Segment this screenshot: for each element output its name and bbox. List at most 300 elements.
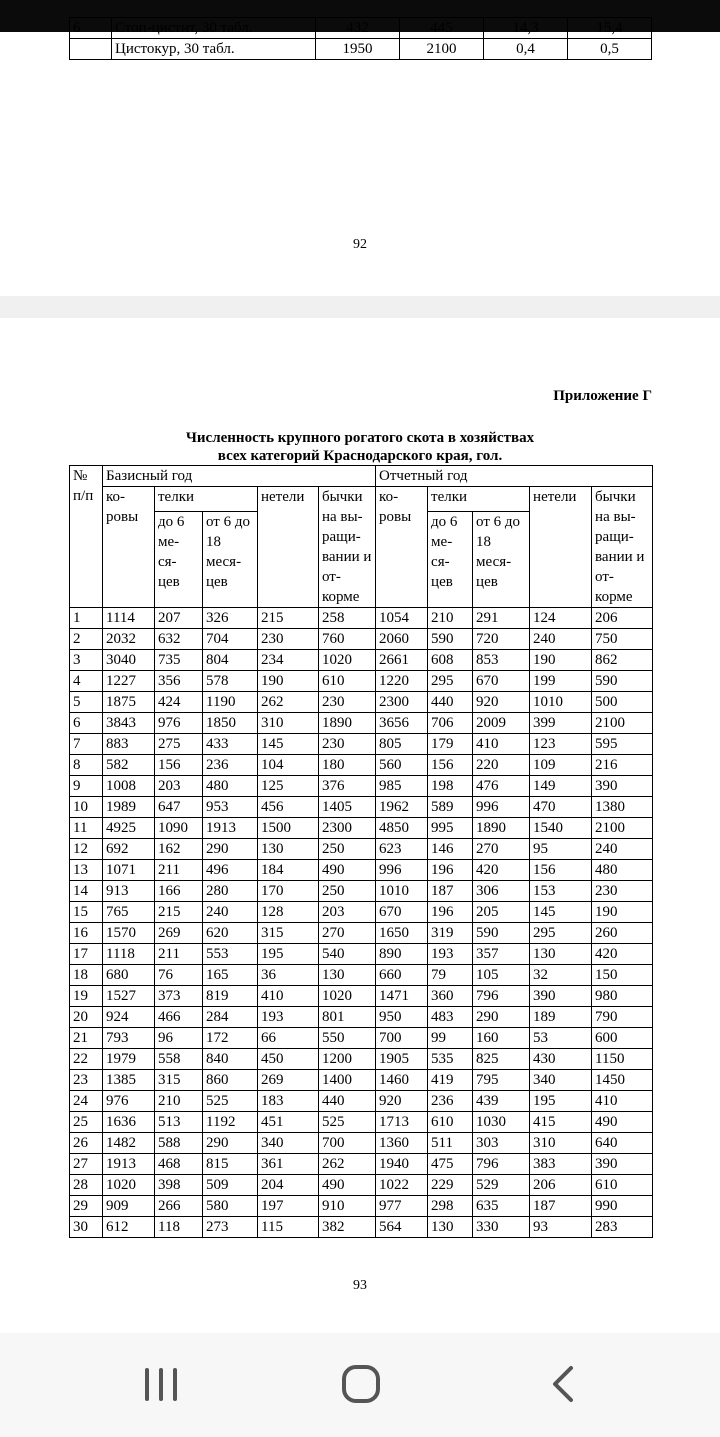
header-cows: ко- ровы <box>376 487 428 608</box>
data-cell: 236 <box>428 1091 473 1112</box>
data-cell: 153 <box>530 881 592 902</box>
header-netels: нетели <box>258 487 319 608</box>
data-cell: 79 <box>428 965 473 986</box>
data-cell: 535 <box>428 1049 473 1070</box>
data-cell: 118 <box>155 1217 203 1238</box>
header-heifers-upto-6: до 6 ме- ся- цев <box>428 511 473 607</box>
data-cell: 765 <box>103 902 155 923</box>
data-cell: 273 <box>203 1217 258 1238</box>
data-cell: 582 <box>103 755 155 776</box>
data-cell: 184 <box>258 860 319 881</box>
data-cell: 1020 <box>319 650 376 671</box>
data-cell: 760 <box>319 629 376 650</box>
page-number: 92 <box>353 237 367 252</box>
data-cell: 390 <box>592 1154 653 1175</box>
data-cell: 580 <box>203 1196 258 1217</box>
data-cell: 883 <box>103 734 155 755</box>
data-cell: 440 <box>319 1091 376 1112</box>
data-cell: 1875 <box>103 692 155 713</box>
data-cell: 93 <box>530 1217 592 1238</box>
page-separator <box>0 296 720 318</box>
table-row <box>70 944 653 965</box>
value-cell: 15,4 <box>568 18 652 39</box>
data-cell: 420 <box>592 944 653 965</box>
data-cell: 704 <box>203 629 258 650</box>
data-cell: 451 <box>258 1112 319 1133</box>
data-cell: 165 <box>203 965 258 986</box>
data-cell: 2300 <box>376 692 428 713</box>
table-row <box>70 650 653 671</box>
row-number: 8 <box>70 755 103 776</box>
data-cell: 36 <box>258 965 319 986</box>
data-cell: 124 <box>530 608 592 629</box>
data-cell: 146 <box>428 839 473 860</box>
data-cell: 180 <box>319 755 376 776</box>
data-cell: 290 <box>203 1133 258 1154</box>
data-cell: 125 <box>258 776 319 797</box>
data-cell: 383 <box>530 1154 592 1175</box>
data-cell: 156 <box>155 755 203 776</box>
data-cell: 985 <box>376 776 428 797</box>
data-cell: 1200 <box>319 1049 376 1070</box>
recent-apps-icon <box>131 1363 191 1407</box>
row-number: 25 <box>70 1112 103 1133</box>
data-cell: 1850 <box>203 713 258 734</box>
data-cell: 283 <box>592 1217 653 1238</box>
data-cell: 1190 <box>203 692 258 713</box>
data-cell: 490 <box>319 860 376 881</box>
row-number: 20 <box>70 1007 103 1028</box>
row-number: 6 <box>70 18 112 39</box>
row-number: 13 <box>70 860 103 881</box>
data-cell: 76 <box>155 965 203 986</box>
data-cell: 262 <box>258 692 319 713</box>
header-bulls: бычки на вы- ращи- вании и от- корме <box>319 487 376 608</box>
table-row <box>70 1196 653 1217</box>
data-cell: 211 <box>155 944 203 965</box>
data-cell: 924 <box>103 1007 155 1028</box>
data-cell: 340 <box>530 1070 592 1091</box>
data-cell: 468 <box>155 1154 203 1175</box>
product-name: Стоп-цистит, 30 табл. <box>112 18 316 39</box>
back-button[interactable] <box>535 1363 595 1407</box>
data-cell: 361 <box>258 1154 319 1175</box>
data-cell: 1010 <box>376 881 428 902</box>
data-cell: 525 <box>203 1091 258 1112</box>
data-cell: 1054 <box>376 608 428 629</box>
data-cell: 326 <box>203 608 258 629</box>
data-cell: 1227 <box>103 671 155 692</box>
data-cell: 1713 <box>376 1112 428 1133</box>
data-cell: 1890 <box>319 713 376 734</box>
data-cell: 483 <box>428 1007 473 1028</box>
data-cell: 796 <box>473 1154 530 1175</box>
data-cell: 306 <box>473 881 530 902</box>
data-cell: 490 <box>592 1112 653 1133</box>
data-cell: 1979 <box>103 1049 155 1070</box>
data-cell: 977 <box>376 1196 428 1217</box>
data-cell: 270 <box>319 923 376 944</box>
data-cell: 1010 <box>530 692 592 713</box>
data-cell: 66 <box>258 1028 319 1049</box>
data-cell: 1482 <box>103 1133 155 1154</box>
data-cell: 976 <box>103 1091 155 1112</box>
data-cell: 280 <box>203 881 258 902</box>
data-cell: 640 <box>592 1133 653 1154</box>
data-cell: 419 <box>428 1070 473 1091</box>
data-cell: 310 <box>530 1133 592 1154</box>
data-cell: 953 <box>203 797 258 818</box>
table-row <box>70 629 653 650</box>
data-cell: 183 <box>258 1091 319 1112</box>
header-heifers: телки <box>155 487 258 512</box>
android-navigation-bar <box>0 1333 720 1437</box>
header-row-number: № п/п <box>70 466 103 608</box>
data-cell: 480 <box>203 776 258 797</box>
data-cell: 32 <box>530 965 592 986</box>
table-row <box>70 1217 653 1238</box>
data-cell: 1636 <box>103 1112 155 1133</box>
data-cell: 150 <box>592 965 653 986</box>
data-cell: 950 <box>376 1007 428 1028</box>
data-cell: 2060 <box>376 629 428 650</box>
data-cell: 340 <box>258 1133 319 1154</box>
table-row <box>70 860 653 881</box>
data-cell: 804 <box>203 650 258 671</box>
data-cell: 623 <box>376 839 428 860</box>
data-cell: 190 <box>530 650 592 671</box>
home-icon <box>331 1363 391 1407</box>
data-cell: 1118 <box>103 944 155 965</box>
data-cell: 1962 <box>376 797 428 818</box>
data-cell: 588 <box>155 1133 203 1154</box>
data-cell: 260 <box>592 923 653 944</box>
data-cell: 230 <box>592 881 653 902</box>
row-number: 6 <box>70 713 103 734</box>
data-cell: 145 <box>530 902 592 923</box>
data-cell: 215 <box>155 902 203 923</box>
data-cell: 480 <box>592 860 653 881</box>
value-cell: 14,3 <box>484 18 568 39</box>
table-row <box>70 818 653 839</box>
data-cell: 210 <box>428 608 473 629</box>
data-cell: 680 <box>103 965 155 986</box>
data-cell: 558 <box>155 1049 203 1070</box>
data-cell: 980 <box>592 986 653 1007</box>
header-heifers-6-to-18: от 6 до 18 меся- цев <box>473 511 530 607</box>
data-cell: 612 <box>103 1217 155 1238</box>
data-cell: 1940 <box>376 1154 428 1175</box>
data-cell: 632 <box>155 629 203 650</box>
table-row <box>70 671 653 692</box>
data-cell: 196 <box>428 902 473 923</box>
data-cell: 382 <box>319 1217 376 1238</box>
row-number: 29 <box>70 1196 103 1217</box>
data-cell: 1220 <box>376 671 428 692</box>
data-cell: 390 <box>592 776 653 797</box>
row-number <box>70 39 112 60</box>
data-cell: 910 <box>319 1196 376 1217</box>
row-number: 19 <box>70 986 103 1007</box>
data-cell: 590 <box>592 671 653 692</box>
header-row <box>70 487 653 512</box>
data-cell: 1360 <box>376 1133 428 1154</box>
data-cell: 145 <box>258 734 319 755</box>
data-cell: 456 <box>258 797 319 818</box>
document-subtitle: всех категорий Краснодарского края, гол. <box>217 448 503 464</box>
data-cell: 197 <box>258 1196 319 1217</box>
row-number: 3 <box>70 650 103 671</box>
data-cell: 95 <box>530 839 592 860</box>
data-cell: 430 <box>530 1049 592 1070</box>
row-number: 2 <box>70 629 103 650</box>
data-cell: 128 <box>258 902 319 923</box>
data-cell: 529 <box>473 1175 530 1196</box>
data-cell: 166 <box>155 881 203 902</box>
data-cell: 269 <box>258 1070 319 1091</box>
table-row <box>70 713 653 734</box>
data-cell: 179 <box>428 734 473 755</box>
data-cell: 130 <box>428 1217 473 1238</box>
data-cell: 1540 <box>530 818 592 839</box>
data-cell: 610 <box>319 671 376 692</box>
data-cell: 210 <box>155 1091 203 1112</box>
data-cell: 1500 <box>258 818 319 839</box>
row-number: 11 <box>70 818 103 839</box>
data-cell: 589 <box>428 797 473 818</box>
row-number: 12 <box>70 839 103 860</box>
header-cows: ко- ровы <box>103 487 155 608</box>
data-cell: 590 <box>473 923 530 944</box>
data-cell: 215 <box>258 608 319 629</box>
data-cell: 862 <box>592 650 653 671</box>
value-cell: 1950 <box>316 39 400 60</box>
data-cell: 2009 <box>473 713 530 734</box>
data-cell: 373 <box>155 986 203 1007</box>
previous-page-table <box>69 17 652 60</box>
data-cell: 190 <box>592 902 653 923</box>
data-cell: 1570 <box>103 923 155 944</box>
data-cell: 199 <box>530 671 592 692</box>
data-cell: 466 <box>155 1007 203 1028</box>
row-number: 15 <box>70 902 103 923</box>
table-row <box>70 1028 653 1049</box>
data-cell: 130 <box>258 839 319 860</box>
data-cell: 195 <box>258 944 319 965</box>
data-cell: 1905 <box>376 1049 428 1070</box>
data-cell: 476 <box>473 776 530 797</box>
data-cell: 424 <box>155 692 203 713</box>
data-cell: 420 <box>473 860 530 881</box>
data-cell: 1090 <box>155 818 203 839</box>
row-number: 4 <box>70 671 103 692</box>
data-cell: 564 <box>376 1217 428 1238</box>
data-cell: 410 <box>592 1091 653 1112</box>
data-cell: 206 <box>592 608 653 629</box>
data-cell: 356 <box>155 671 203 692</box>
data-cell: 433 <box>203 734 258 755</box>
header-heifers-6-to-18: от 6 до 18 меся- цев <box>203 511 258 607</box>
value-cell: 445 <box>400 18 484 39</box>
value-cell: 2100 <box>400 39 484 60</box>
data-cell: 230 <box>258 629 319 650</box>
table-row <box>70 608 653 629</box>
row-number: 30 <box>70 1217 103 1238</box>
page-number: 93 <box>353 1278 367 1293</box>
data-cell: 1020 <box>103 1175 155 1196</box>
data-cell: 399 <box>530 713 592 734</box>
data-cell: 330 <box>473 1217 530 1238</box>
data-cell: 1385 <box>103 1070 155 1091</box>
data-cell: 99 <box>428 1028 473 1049</box>
row-number: 10 <box>70 797 103 818</box>
data-cell: 595 <box>592 734 653 755</box>
data-cell: 53 <box>530 1028 592 1049</box>
data-cell: 172 <box>203 1028 258 1049</box>
data-cell: 2661 <box>376 650 428 671</box>
data-cell: 1527 <box>103 986 155 1007</box>
data-cell: 1471 <box>376 986 428 1007</box>
data-cell: 2100 <box>592 713 653 734</box>
data-cell: 211 <box>155 860 203 881</box>
data-cell: 170 <box>258 881 319 902</box>
data-cell: 187 <box>530 1196 592 1217</box>
data-cell: 291 <box>473 608 530 629</box>
data-cell: 525 <box>319 1112 376 1133</box>
data-cell: 860 <box>203 1070 258 1091</box>
data-cell: 1989 <box>103 797 155 818</box>
header-row <box>70 466 653 487</box>
data-cell: 357 <box>473 944 530 965</box>
data-cell: 290 <box>203 839 258 860</box>
data-cell: 204 <box>258 1175 319 1196</box>
table-row <box>70 986 653 1007</box>
row-number: 7 <box>70 734 103 755</box>
data-cell: 315 <box>258 923 319 944</box>
data-cell: 1913 <box>103 1154 155 1175</box>
data-cell: 670 <box>473 671 530 692</box>
row-number: 18 <box>70 965 103 986</box>
data-cell: 410 <box>473 734 530 755</box>
data-cell: 996 <box>376 860 428 881</box>
data-cell: 2100 <box>592 818 653 839</box>
data-cell: 976 <box>155 713 203 734</box>
data-cell: 920 <box>376 1091 428 1112</box>
data-cell: 496 <box>203 860 258 881</box>
data-cell: 270 <box>473 839 530 860</box>
data-cell: 1650 <box>376 923 428 944</box>
data-cell: 825 <box>473 1049 530 1070</box>
value-cell: 0,5 <box>568 39 652 60</box>
data-cell: 295 <box>428 671 473 692</box>
data-cell: 450 <box>258 1049 319 1070</box>
table-row <box>70 1154 653 1175</box>
data-cell: 920 <box>473 692 530 713</box>
row-number: 26 <box>70 1133 103 1154</box>
data-cell: 230 <box>319 734 376 755</box>
data-cell: 793 <box>103 1028 155 1049</box>
data-cell: 415 <box>530 1112 592 1133</box>
data-cell: 790 <box>592 1007 653 1028</box>
data-cell: 1071 <box>103 860 155 881</box>
row-number: 16 <box>70 923 103 944</box>
data-cell: 319 <box>428 923 473 944</box>
data-cell: 4850 <box>376 818 428 839</box>
data-cell: 236 <box>203 755 258 776</box>
data-cell: 853 <box>473 650 530 671</box>
data-cell: 840 <box>203 1049 258 1070</box>
data-cell: 819 <box>203 986 258 1007</box>
value-cell: 432 <box>316 18 400 39</box>
data-cell: 720 <box>473 629 530 650</box>
data-cell: 206 <box>530 1175 592 1196</box>
data-cell: 750 <box>592 629 653 650</box>
data-cell: 240 <box>592 839 653 860</box>
data-cell: 1150 <box>592 1049 653 1070</box>
data-cell: 513 <box>155 1112 203 1133</box>
data-cell: 207 <box>155 608 203 629</box>
data-cell: 796 <box>473 986 530 1007</box>
data-cell: 240 <box>203 902 258 923</box>
data-cell: 578 <box>203 671 258 692</box>
data-cell: 795 <box>473 1070 530 1091</box>
data-cell: 1022 <box>376 1175 428 1196</box>
data-cell: 266 <box>155 1196 203 1217</box>
data-cell: 310 <box>258 713 319 734</box>
data-cell: 660 <box>376 965 428 986</box>
table-row <box>70 902 653 923</box>
table-row <box>70 881 653 902</box>
data-cell: 805 <box>376 734 428 755</box>
data-cell: 205 <box>473 902 530 923</box>
data-cell: 149 <box>530 776 592 797</box>
recent-apps-button[interactable] <box>131 1363 191 1407</box>
data-cell: 262 <box>319 1154 376 1175</box>
data-cell: 635 <box>473 1196 530 1217</box>
data-cell: 315 <box>155 1070 203 1091</box>
table-row <box>70 923 653 944</box>
table-row <box>70 839 653 860</box>
data-cell: 511 <box>428 1133 473 1154</box>
header-heifers-upto-6: до 6 ме- ся- цев <box>155 511 203 607</box>
data-cell: 1380 <box>592 797 653 818</box>
value-cell: 0,4 <box>484 39 568 60</box>
data-cell: 995 <box>428 818 473 839</box>
data-cell: 1913 <box>203 818 258 839</box>
table-row <box>70 1091 653 1112</box>
data-cell: 130 <box>319 965 376 986</box>
data-cell: 440 <box>428 692 473 713</box>
table-row <box>70 1007 653 1028</box>
data-cell: 500 <box>592 692 653 713</box>
data-cell: 620 <box>203 923 258 944</box>
document-title: Численность крупного рогатого скота в хозяйствах <box>185 430 535 446</box>
data-cell: 509 <box>203 1175 258 1196</box>
data-cell: 298 <box>428 1196 473 1217</box>
data-cell: 303 <box>473 1133 530 1154</box>
data-cell: 1400 <box>319 1070 376 1091</box>
data-cell: 250 <box>319 881 376 902</box>
data-cell: 608 <box>428 650 473 671</box>
table-row <box>70 776 653 797</box>
data-cell: 996 <box>473 797 530 818</box>
data-cell: 195 <box>530 1091 592 1112</box>
home-button[interactable] <box>331 1363 391 1407</box>
data-cell: 470 <box>530 797 592 818</box>
data-cell: 203 <box>319 902 376 923</box>
data-cell: 550 <box>319 1028 376 1049</box>
data-cell: 123 <box>530 734 592 755</box>
